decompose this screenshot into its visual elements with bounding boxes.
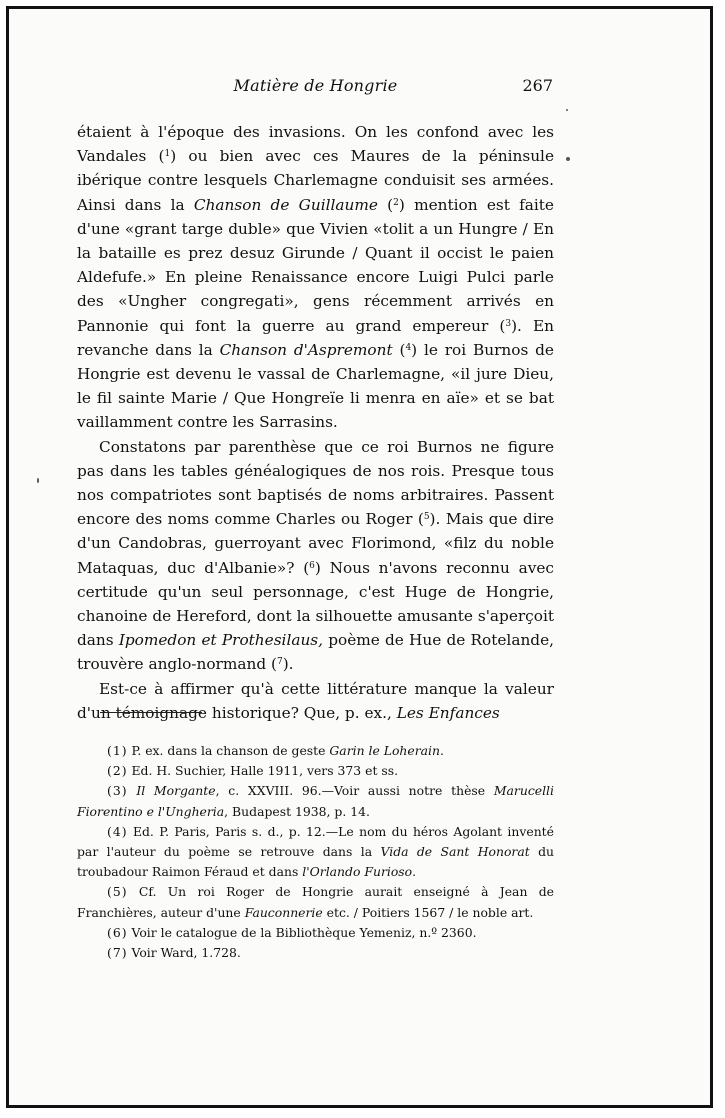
note-text: Voir le catalogue de la Bibliothèque Yemeniz, n.º 2360. xyxy=(131,924,477,940)
text-run: ). En revanche dans la xyxy=(77,316,554,359)
footnote-6 xyxy=(77,923,554,943)
note-text: Cf. Un roi Roger de Hongrie aurait enseigné à Jean de Franchières, auteur d'une xyxy=(77,884,554,920)
page-header xyxy=(78,76,553,100)
note-text: Ed. P. Paris, Paris s. d., p. 12.—Le nom du héros Agolant inventé par l'auteur du poème se retrouve dans la xyxy=(77,823,554,860)
work-title: Chanson de Guillaume xyxy=(193,195,378,214)
footnote-7 xyxy=(77,943,554,963)
note-text: , Budapest 1938, p. 14. xyxy=(224,803,370,819)
work-title: Vida de Sant Honorat xyxy=(380,844,530,860)
footnote-mark: (5) xyxy=(107,884,128,900)
footnote-4 xyxy=(77,822,554,883)
footnote-ref: 2 xyxy=(393,197,399,208)
print-speck xyxy=(566,109,568,111)
main-text xyxy=(77,120,554,725)
note-text: , c. XXVIII. 96.—Voir aussi notre thèse xyxy=(215,783,494,799)
text-run: ). xyxy=(282,655,294,674)
footnote-ref: 5 xyxy=(423,512,430,523)
work-title: Fauconnerie xyxy=(244,904,323,920)
note-text: . xyxy=(412,864,417,880)
footnote-3 xyxy=(77,781,554,821)
paragraph-3 xyxy=(77,677,554,725)
work-title: Garin le Loherain xyxy=(329,743,440,758)
footnote-mark: (1) xyxy=(107,743,128,758)
footnote-ref: 7 xyxy=(276,657,283,668)
page-number: 267 xyxy=(522,76,553,95)
footnote-mark: (3) xyxy=(107,783,128,799)
work-title: l'Orlando Furioso xyxy=(302,864,413,880)
text-run: ). Mais que dire d'un Candobras, guerroyant avec Florimond, «filz du noble Mataquas, duc d'Albanie»? ( xyxy=(77,510,554,577)
running-title: Matière de Hongrie xyxy=(233,76,398,95)
footnotes xyxy=(77,741,554,963)
work-title: Ipomedon et Prothesilaus, xyxy=(118,631,324,650)
footnote-mark: (2) xyxy=(107,763,128,779)
text-run: ) mention est faite d'une «grant targe duble» que Vivien «tolit a un Hungre / En la bataille es prez desuz Girunde / Quant il occist le paien Aldefufe.» En pleine Renaissance encore Luigi Pulci parle des «Ungher congregati», gens récemment arrivés en Pannonie qui font la guerre au grand empereur ( xyxy=(77,195,554,335)
text-run: poème de Hue de Rotelande, trouvère anglo-normand ( xyxy=(77,631,554,674)
footnote-1 xyxy=(77,741,554,761)
footnote-5 xyxy=(77,882,554,922)
note-text: . xyxy=(439,743,444,758)
text-run: Constatons par parenthèse que ce roi Burnos ne figure pas dans les tables généalogiques de nos rois. Presque tous nos compatriotes sont baptisés de noms arbitraires. Passent encore des noms comme Charles ou Roger ( xyxy=(77,437,554,529)
print-speck xyxy=(566,157,570,161)
text-run: ) Nous n'avons reconnu avec certitude qu'un seul personnage, c'est Huge de Hongrie, chanoine de Hereford, dont la silhouette amusante s'aperçoit dans xyxy=(77,558,554,650)
work-title: Les Enfances xyxy=(396,703,500,722)
text-run: Est-ce à affirmer qu'à cette littérature manque la valeur d'un témoignage historique? Que, p. ex., xyxy=(77,679,554,722)
text-run: ) le roi Burnos de Hongrie est devenu le vassal de Charlemagne, «il jure Dieu, le fil sainte Marie / Que Hongreïe li menra en aïe» et se bat vaillamment contre les Sarrasins. xyxy=(77,340,554,432)
footnote-mark: (6) xyxy=(107,924,128,940)
paragraph-2 xyxy=(77,435,554,677)
work-title: Chanson d'Aspremont xyxy=(219,340,393,359)
footnote-separator xyxy=(100,712,202,713)
paragraph-1 xyxy=(77,120,554,435)
print-speck xyxy=(37,478,39,483)
footnote-ref: 1 xyxy=(164,149,171,160)
text-run: ( xyxy=(377,195,394,214)
work-title: Marucelli Fiorentino e l'Ungheria xyxy=(77,783,554,819)
note-text: P. ex. dans la chanson de geste xyxy=(131,743,330,758)
note-text: du troubadour Raimon Féraud et dans xyxy=(77,844,554,880)
footnote-2 xyxy=(77,761,554,781)
note-text: Ed. H. Suchier, Halle 1911, vers 373 et ss. xyxy=(131,763,399,779)
note-text: Voir Ward, 1.728. xyxy=(131,945,241,961)
footnote-ref: 3 xyxy=(505,318,512,329)
note-text: etc. / Poitiers 1567 / le noble art. xyxy=(322,904,534,920)
text-run: étaient à l'époque des invasions. On les confond avec les Vandales ( xyxy=(77,123,554,166)
footnote-mark: (4) xyxy=(107,823,128,839)
work-title: Il Morgante xyxy=(136,783,216,799)
text-run: ) ou bien avec ces Maures de la péninsule ibérique contre lesquels Charlemagne conduisit ses armées. Ainsi dans la xyxy=(77,147,554,214)
footnote-mark: (7) xyxy=(107,945,128,961)
text-run: ( xyxy=(392,340,406,359)
footnote-ref: 4 xyxy=(405,342,412,353)
footnote-ref: 6 xyxy=(309,560,315,571)
